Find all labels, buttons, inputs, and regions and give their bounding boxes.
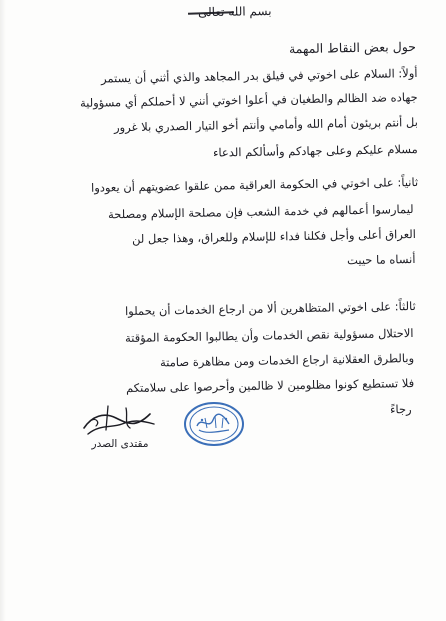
paragraph-3-line-5: رجاءً — [390, 402, 413, 417]
section-title: حول بعض النقاط المهمة — [288, 39, 417, 57]
paragraph-2-line-2: ليمارسوا أعمالهم في خدمة الشعب فإن مصلحة الإسلام ومصلحة — [108, 202, 415, 222]
paragraph-2-line-1: ثانياً: على اخوتي في الحكومة العراقية ممن علقوا عضويتهم أن يعودوا — [90, 175, 419, 195]
paragraph-3-line-2: الاحتلال مسؤولية نقص الخدمات وأن يطالبوا الحكومة المؤقتة — [125, 326, 415, 346]
letter-heading: بسم الله تعالى — [197, 4, 272, 20]
paragraph-1-line-2: جهاده ضد الظالم والطغيان في أعلوا اخوتي أنني لا أحملكم أي مسؤولية — [80, 90, 419, 110]
paragraph-1-line-3: بل أنتم بريئون أمام الله وأمامي وأنتم أخو التيار الصدري بلا غرور — [114, 115, 419, 135]
paragraph-2-line-4: أنساه ما حييت — [347, 252, 417, 268]
paragraph-1-line-4: مسلام عليكم وعلى جهادكم وأسألكم الدعاء — [213, 142, 419, 160]
official-seal — [183, 400, 245, 448]
signature-name: مقتدى الصدر — [91, 438, 149, 450]
paragraph-2-line-3: العراق أعلى وأجل فكلنا فداء للإسلام وللعراق، وهذا جعل لن — [132, 227, 417, 246]
paragraph-3-line-1: ثالثاً: على اخوتي المتظاهرين ألا من ارجاع الخدمات أن يحملوا — [125, 299, 417, 319]
paragraph-3-line-4: فلا تستطيع كونوا مظلومين لا ظالمين وأحرصوا على سلامتكم — [125, 376, 415, 396]
paragraph-1-line-1: أولاً: السلام على اخوتي في فيلق بدر المجاهد والذي أثني أن يستمر — [101, 66, 419, 86]
paragraph-3-line-3: وبالطرق العقلانية ارجاع الخدمات ومن مظاهرة صامتة — [159, 351, 415, 370]
